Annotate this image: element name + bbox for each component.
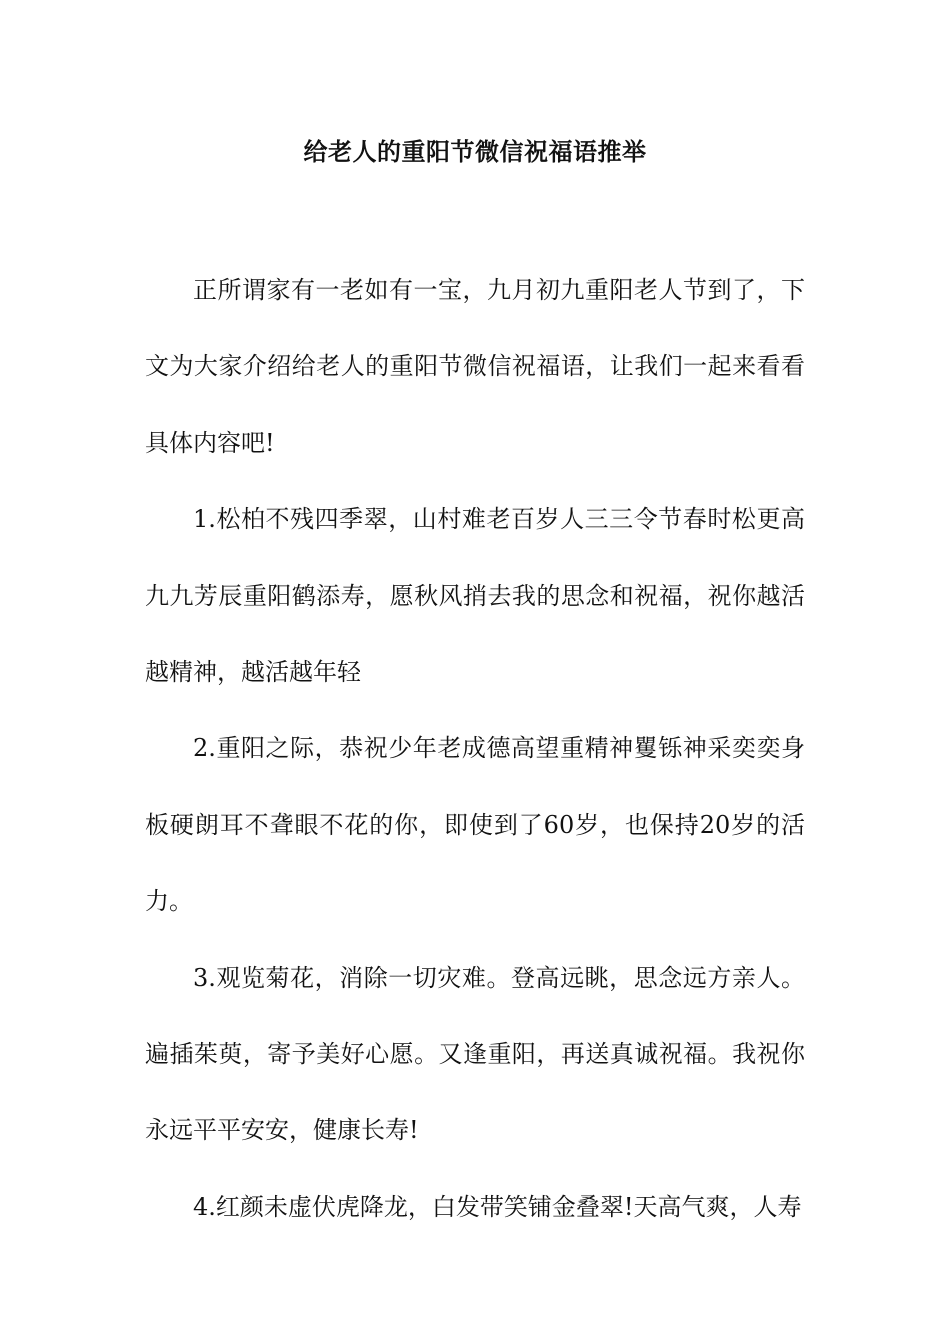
document-title: 给老人的重阳节微信祝福语推举 xyxy=(303,137,647,166)
document-body xyxy=(145,252,805,1245)
paragraph-item-1: 1.松柏不残四季翠，山村难老百岁人三三令节春时松更高九九芳辰重阳鹤添寿，愿秋风捎去我的思念和祝福，祝你越活越精神，越活越年轻 xyxy=(145,505,805,687)
paragraph-intro: 正所谓家有一老如有一宝，九月初九重阳老人节到了，下文为大家介绍给老人的重阳节微信祝福语，让我们一起来看看具体内容吧! xyxy=(145,276,805,457)
paragraph-item-2: 2.重阳之际，恭祝少年老成德高望重精神矍铄神采奕奕身板硬朗耳不聋眼不花的你，即使到了60岁，也保持20岁的活力。 xyxy=(145,734,805,916)
paragraph-item-3: 3.观览菊花，消除一切灾难。登高远眺，思念远方亲人。遍插茱萸，寄予美好心愿。又逢重阳，再送真诚祝福。我祝你永远平平安安，健康长寿! xyxy=(145,963,805,1145)
paragraph-item-4: 4.红颜未虚伏虎降龙，白发带笑铺金叠翠!天高气爽，人寿 xyxy=(193,1192,802,1221)
